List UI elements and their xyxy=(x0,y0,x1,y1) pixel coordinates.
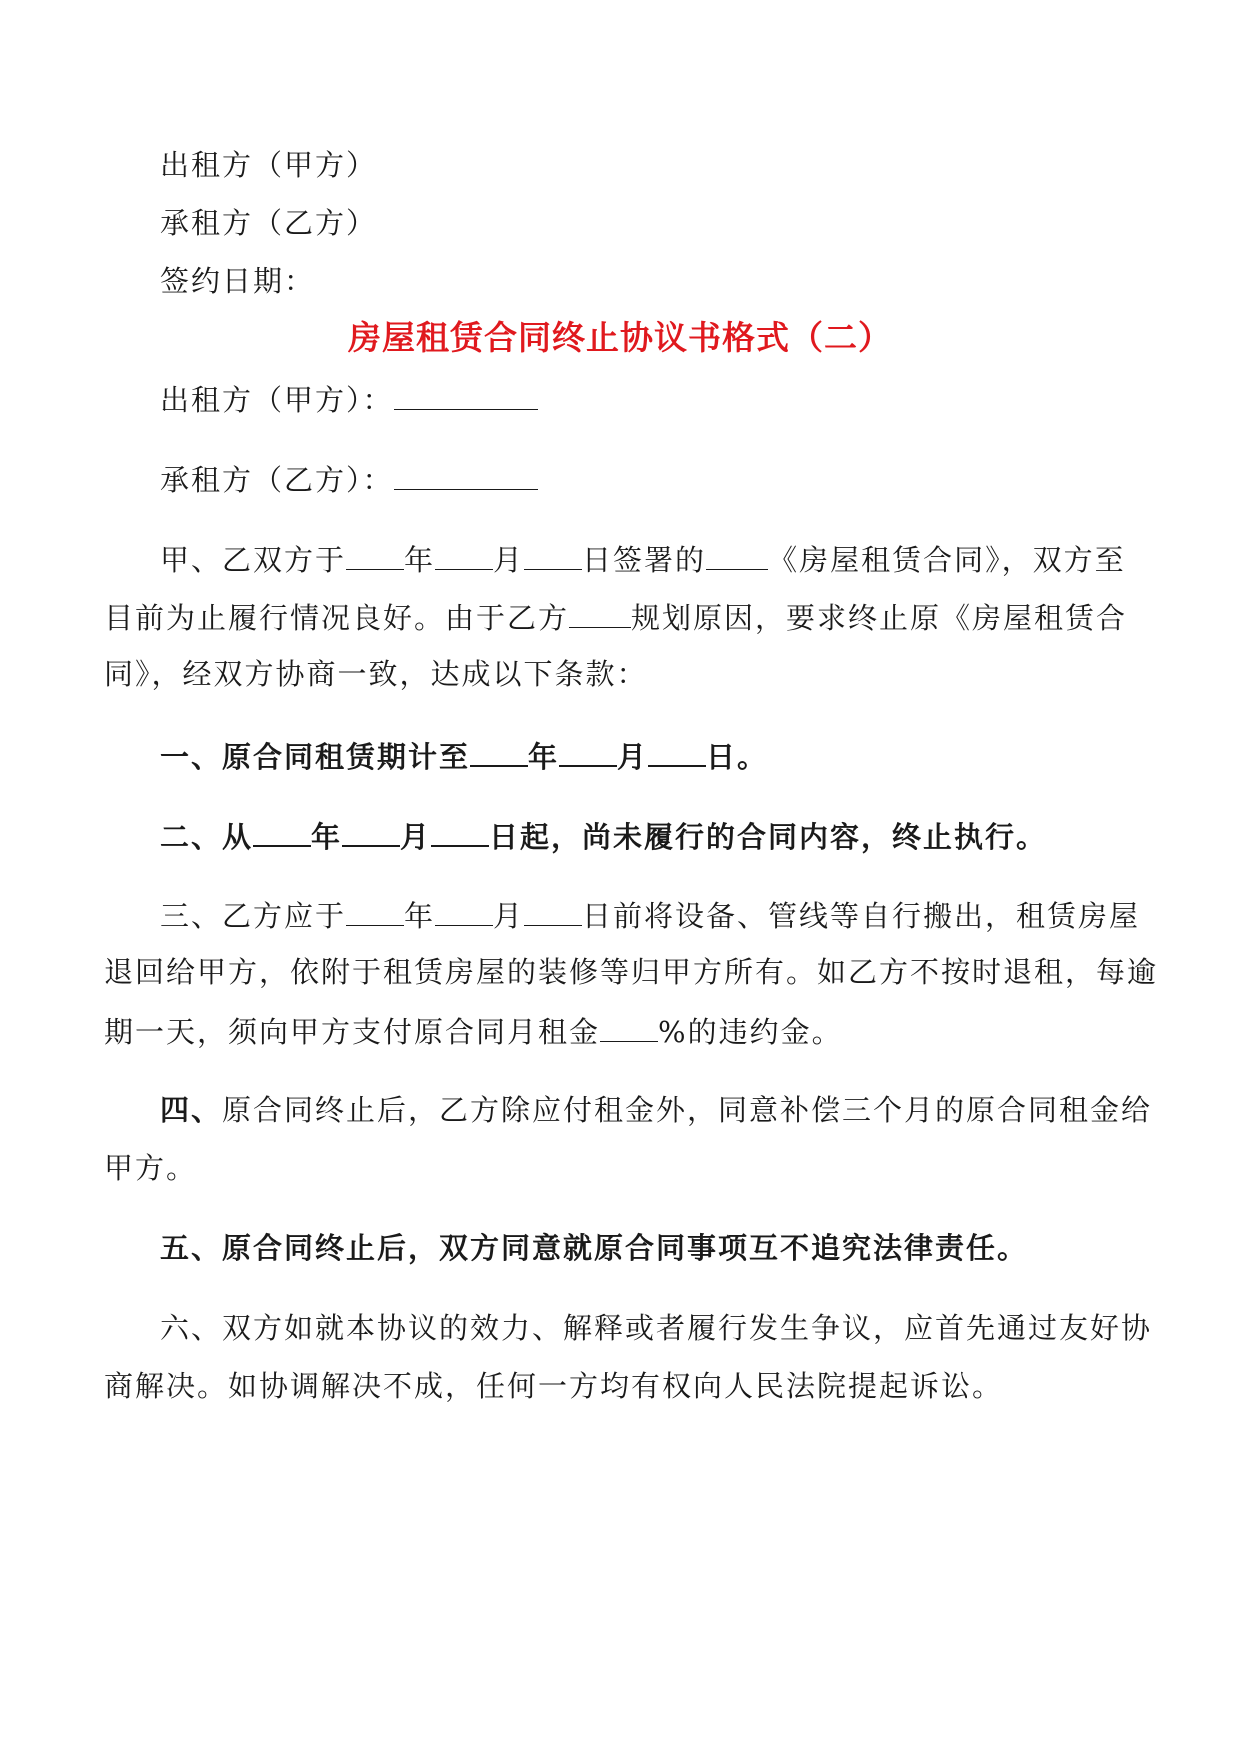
clause-text: 期一天，须向甲方支付原合同月租金 xyxy=(104,1015,601,1049)
header-sign-date: 签约日期： xyxy=(160,264,316,298)
clause-1 xyxy=(160,737,768,774)
year-blank xyxy=(346,541,404,570)
intro-line-1 xyxy=(160,541,1126,577)
clause-text: 二、从 xyxy=(160,820,254,854)
day-blank xyxy=(524,541,582,570)
intro-text: 规划原因，要求终止原《房屋租赁合 xyxy=(631,601,1128,635)
clause-6-line-1: 六、双方如就本协议的效力、解释或者履行发生争议，应首先通过友好协 xyxy=(160,1311,1153,1345)
intro-text: 目前为止履行情况良好。由于乙方 xyxy=(104,601,570,635)
year-label: 年 xyxy=(404,899,436,933)
percent-blank xyxy=(600,1013,658,1042)
day-blank xyxy=(524,897,582,926)
day-label: 日签署的 xyxy=(582,543,707,577)
month-label: 月 xyxy=(617,740,649,774)
month-blank xyxy=(435,897,493,926)
clause-text: %的违约金。 xyxy=(658,1015,843,1049)
clause-4-line-1 xyxy=(160,1093,1152,1127)
lessor-name-blank xyxy=(394,381,538,410)
month-label: 月 xyxy=(400,820,432,854)
month-blank xyxy=(559,737,617,767)
clause-3-line-1 xyxy=(160,897,1140,933)
party-lessee-line xyxy=(160,461,538,497)
intro-line-3: 同》，经双方协商一致，达成以下条款： xyxy=(104,657,648,691)
intro-text: 甲、乙双方于 xyxy=(160,543,347,577)
party-lessor-line xyxy=(160,381,538,417)
month-label: 月 xyxy=(493,899,525,933)
year-blank xyxy=(346,897,404,926)
year-blank xyxy=(253,817,311,847)
clause-6-line-2: 商解决。如协调解决不成，任何一方均有权向人民法院提起诉讼。 xyxy=(104,1369,1004,1403)
month-blank xyxy=(342,817,400,847)
party-lessor-label: 出租方（甲方）： xyxy=(160,383,394,417)
clause-5: 五、原合同终止后，双方同意就原合同事项互不追究法律责任。 xyxy=(160,1231,1029,1265)
clause-3-line-2: 退回给甲方，依附于租赁房屋的装修等归甲方所有。如乙方不按时退租，每逾 xyxy=(104,955,1159,989)
month-label: 月 xyxy=(493,543,525,577)
year-label: 年 xyxy=(528,740,560,774)
header-lessee: 承租方（乙方） xyxy=(160,206,378,240)
clause-text: 一、原合同租赁期计至 xyxy=(160,740,471,774)
contract-blank xyxy=(706,541,768,570)
reason-blank xyxy=(569,599,631,628)
party-lessee-label: 承租方（乙方）： xyxy=(160,463,394,497)
year-blank xyxy=(470,737,528,767)
document-title: 房屋租赁合同终止协议书格式（二） xyxy=(348,318,892,357)
day-blank xyxy=(648,737,706,767)
header-lessor: 出租方（甲方） xyxy=(160,148,378,182)
clause-2 xyxy=(160,817,1047,854)
day-label: 日前将设备、管线等自行搬出，租赁房屋 xyxy=(582,899,1141,933)
clause-number: 四、 xyxy=(160,1093,223,1127)
clause-text: 三、乙方应于 xyxy=(160,899,347,933)
year-label: 年 xyxy=(404,543,436,577)
day-label: 日起，尚未履行的合同内容，终止执行。 xyxy=(489,820,1048,854)
clause-3-line-3 xyxy=(104,1013,843,1049)
intro-text: 《房屋租赁合同》，双方至 xyxy=(768,543,1126,577)
lessee-name-blank xyxy=(394,461,538,490)
day-label: 日。 xyxy=(706,740,769,774)
intro-line-2 xyxy=(104,599,1127,635)
clause-text: 原合同终止后，乙方除应付租金外，同意补偿三个月的原合同租金给 xyxy=(222,1093,1153,1127)
clause-4-line-2: 甲方。 xyxy=(104,1151,198,1185)
month-blank xyxy=(435,541,493,570)
year-label: 年 xyxy=(311,820,343,854)
day-blank xyxy=(431,817,489,847)
